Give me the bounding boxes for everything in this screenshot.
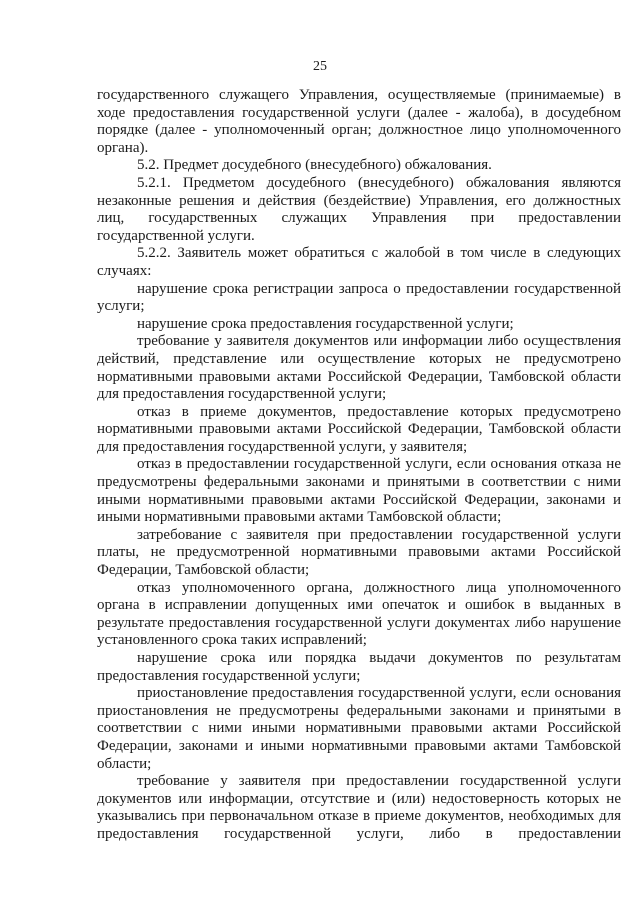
paragraph-section-5-2-2: 5.2.2. Заявитель может обратиться с жалобой в том числе в следующих случаях:	[97, 245, 621, 279]
list-item-extra-documents: требование у заявителя документов или информации либо осуществления действий, представление или осуществление которых не предусмотрено нормативными правовыми актами Российской Федерации, Тамбовской области для предоставления государственной услуги;	[97, 333, 621, 403]
list-item-document-refusal: отказ в приеме документов, предоставление которых предусмотрено нормативными правовыми актами Российской Федерации, Тамбовской области для предоставления государственной услуги, у заявителя;	[97, 403, 621, 455]
list-item-service-deadline: нарушение срока предоставления государственной услуги;	[137, 315, 514, 332]
paragraph-section-5-2-1: 5.2.1. Предметом досудебного (внесудебного) обжалования являются незаконные решения и действия (бездействие) Управления, его должностных лиц, государственных служащих Управления при предоставлении государственной услуги.	[97, 174, 621, 244]
list-item-suspension: приостановление предоставления государственной услуги, если основания приостановления не предусмотрены федеральными законами и принятыми в соответствии с ними иными нормативными правовыми актами Российской Федерации, законами и иными нормативными правовыми актами Тамбовской области;	[97, 685, 621, 772]
list-item-service-refusal: отказ в предоставлении государственной услуги, если основания отказа не предусмотрены федеральными законами и принятыми в соответствии с ними иными нормативными правовыми актами Российской Федерации, законами и иными нормативными правовыми актами Тамбовской области;	[97, 456, 621, 526]
paragraph-continuation: государственного служащего Управления, осуществляемые (принимаемые) в ходе предоставления государственной услуги (далее - жалоба), в досудебном порядке (далее - уполномоченный орган; должностное лицо уполномоченного органа).	[97, 87, 621, 156]
paragraph-section-5-2: 5.2. Предмет досудебного (внесудебного) обжалования.	[137, 157, 492, 174]
list-item-correction-refusal: отказ уполномоченного органа, должностного лица уполномоченного органа в исправлении допущенных ими опечаток и ошибок в выданных в результате предоставления государственной услуги документах либо нарушение установленного срока таких исправлений;	[97, 579, 621, 649]
list-item-registration-deadline: нарушение срока регистрации запроса о предоставлении государственной услуги;	[97, 280, 621, 315]
list-item-missing-documents: требование у заявителя при предоставлении государственной услуги документов или информации, отсутствие и (или) недостоверность которых не указывались при первоначальном отказе в приеме документов, необходимых для предоставления государственной услуги, либо в предоставлении	[97, 773, 621, 842]
document-body	[97, 87, 621, 844]
page-number: 25	[313, 59, 327, 74]
list-item-issuance-violation: нарушение срока или порядка выдачи документов по результатам предоставления государственной услуги;	[97, 650, 621, 684]
list-item-unlawful-fee: затребование с заявителя при предоставлении государственной услуги платы, не предусмотренной нормативными правовыми актами Российской Федерации, Тамбовской области;	[97, 526, 621, 579]
